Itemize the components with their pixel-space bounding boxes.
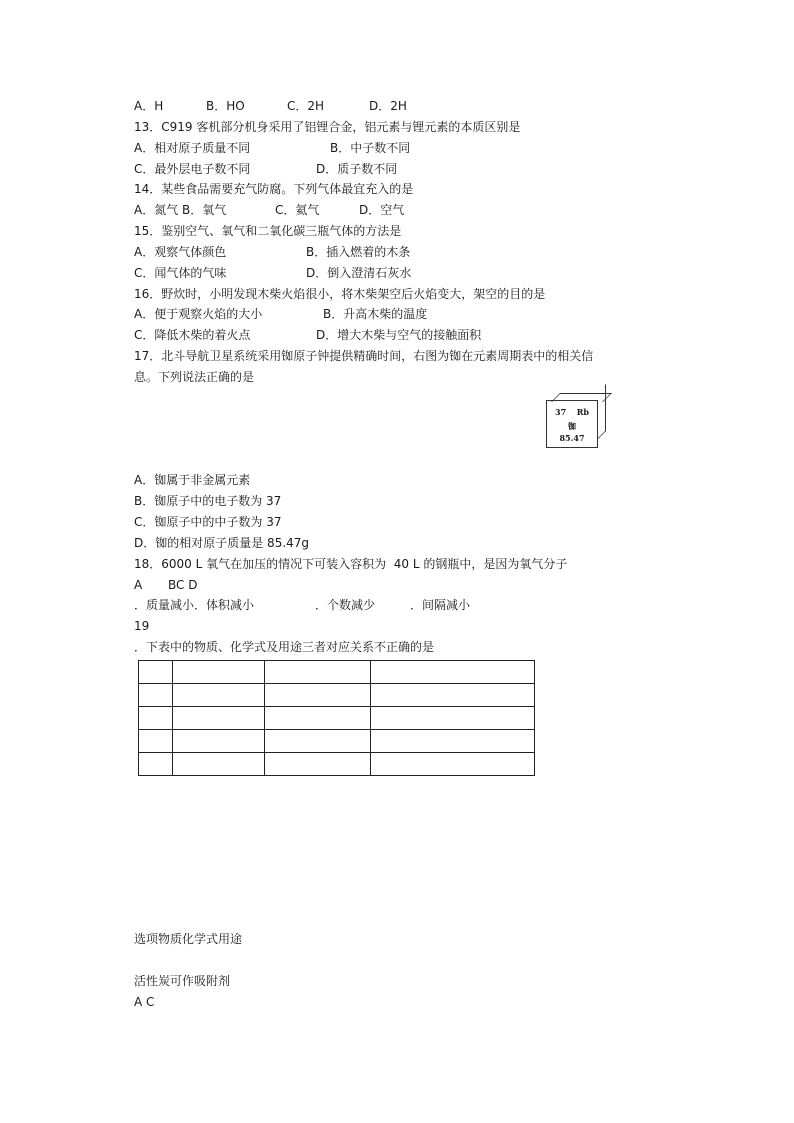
q14-option-ab: A．氮气 B．氧气 [134,203,227,217]
q18-options-ab: ．质量减小．体积减小 [134,598,255,612]
q16-option-d: D．增大木柴与空气的接触面积 [316,328,482,342]
q12-option-b: B．HO [206,99,245,113]
table-cell [173,730,265,753]
table-cell [265,684,371,707]
q13-option-c: C．最外层电子数不同 [134,162,251,176]
q17-stem-line1: 17．北斗导航卫星系统采用铷原子钟提供精确时间，右图为铷在元素周期表中的相关信 [134,349,594,363]
q13-option-d: D．质子数不同 [316,162,398,176]
q17-stem-line2: 息。下列说法正确的是 [134,370,255,384]
q13-option-a: A．相对原子质量不同 [134,141,251,155]
q18-stem: 18．6000 L 氧气在加压的情况下可装入容积为 40 L 的钢瓶中，是因为氧气分子 [134,557,568,571]
table-cell [371,707,535,730]
q19-stem: ．下表中的物质、化学式及用途三者对应关系不正确的是 [134,640,435,654]
table-row [139,753,535,776]
table-row [139,707,535,730]
q12-option-a: A．H [134,99,164,113]
q15-stem: 15．鉴别空气、氧气和二氧化碳三瓶气体的方法是 [134,224,402,238]
table-cell [139,753,173,776]
q17-option-c: C．铷原子中的中子数为 37 [134,515,282,529]
table-cell [371,684,535,707]
q18-letter-a: A [134,578,143,592]
table-cell [265,707,371,730]
q19-number: 19 [134,619,150,633]
table-row1-text: 活性炭可作吸附剂 [134,974,231,988]
table-row [139,684,535,707]
q14-option-d: D．空气 [359,203,405,217]
table-cell [173,753,265,776]
table-cell [265,661,371,684]
q15-option-b: B．插入燃着的木条 [306,245,411,259]
q15-option-a: A．观察气体颜色 [134,245,227,259]
q16-option-c: C．降低木柴的着火点 [134,328,251,342]
q13-stem: 13．C919 客机部分机身采用了铝锂合金，铝元素与锂元素的本质区别是 [134,120,521,134]
q18-option-d: ．间隔减小 [410,598,471,612]
q16-stem: 16．野炊时，小明发现木柴火焰很小，将木柴架空后火焰变大，架空的目的是 [134,287,546,301]
table-cell [139,707,173,730]
table-cell [139,684,173,707]
atomic-number: 37 [555,407,567,417]
table-row-labels: A C [134,995,155,1009]
table-cell [173,684,265,707]
table-row [139,661,535,684]
table-cell [371,730,535,753]
q14-stem: 14．某些食品需要充气防腐。下列气体最宜充入的是 [134,182,414,196]
table-header-text: 选项物质化学式用途 [134,932,243,946]
q17-option-b: B．铷原子中的电子数为 37 [134,494,282,508]
q16-option-a: A．便于观察火焰的大小 [134,307,263,321]
table-cell [371,753,535,776]
table-cell [173,707,265,730]
element-name: 铷 [568,422,576,431]
q17-option-d: D．铷的相对原子质量是 85.47g [134,536,310,550]
q18-option-c: ．个数减少 [315,598,376,612]
table-row [139,730,535,753]
element-symbol: Rb [576,407,589,417]
q16-option-b: B．升高木柴的温度 [323,307,428,321]
q12-option-d: D．2H [369,99,407,113]
q12-option-c: C．2H [287,99,325,113]
q18-letters-bcd: BC D [168,578,198,592]
table-cell [173,661,265,684]
q13-option-b: B．中子数不同 [330,141,411,155]
answer-table [138,660,535,776]
q15-option-d: D．倒入澄清石灰水 [306,266,412,280]
cell-side-face [597,384,606,440]
q17-option-a: A．铷属于非金属元素 [134,473,251,487]
periodic-table-cell [546,400,598,448]
table-cell [139,661,173,684]
table-cell [139,730,173,753]
table-cell [265,730,371,753]
q14-option-c: C．氦气 [275,203,320,217]
table-cell [371,661,535,684]
table-cell [265,753,371,776]
atomic-mass: 85.47 [559,433,585,443]
q15-option-c: C．闻气体的气味 [134,266,227,280]
